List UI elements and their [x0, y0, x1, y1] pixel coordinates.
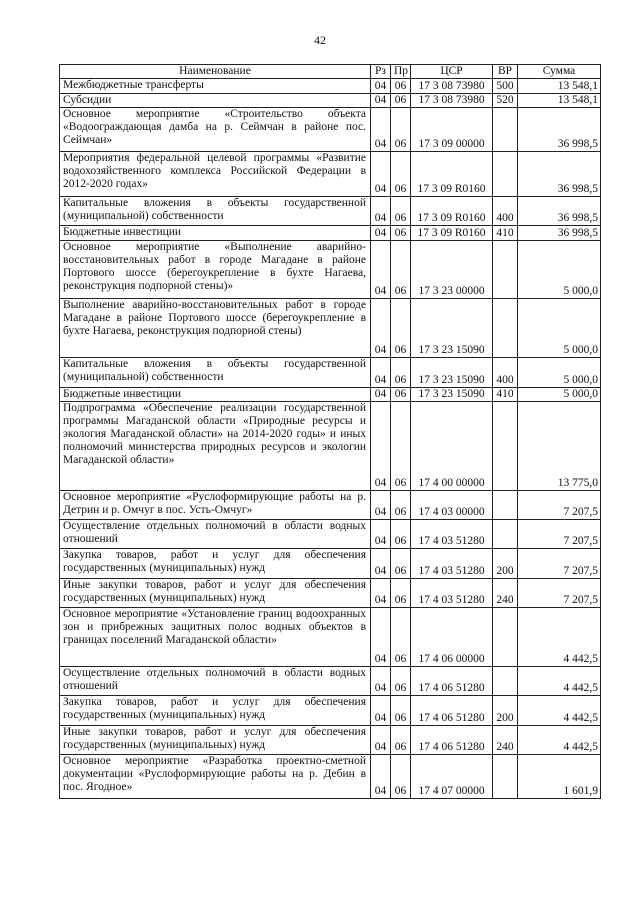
cell-sum: 4 442,5	[518, 725, 601, 754]
cell-sum: 4 442,5	[518, 608, 601, 667]
cell-name: Осуществление отдельных полномочий в области водных отношений	[60, 666, 371, 695]
header-row	[60, 65, 601, 79]
cell-pr: 06	[391, 79, 411, 94]
cell-rz: 04	[371, 549, 391, 578]
table-row	[60, 696, 601, 725]
cell-vr	[493, 755, 518, 799]
cell-vr: 500	[493, 79, 518, 94]
cell-vr: 240	[493, 725, 518, 754]
cell-sum: 13 548,1	[518, 79, 601, 94]
cell-csr: 17 3 09 R0160	[411, 196, 493, 225]
cell-sum: 7 207,5	[518, 578, 601, 607]
cell-rz: 04	[371, 578, 391, 607]
cell-csr: 17 4 06 51280	[411, 696, 493, 725]
cell-rz: 04	[371, 152, 391, 196]
cell-rz: 04	[371, 93, 391, 108]
table-row	[60, 225, 601, 240]
cell-rz: 04	[371, 240, 391, 299]
cell-csr: 17 4 00 00000	[411, 402, 493, 490]
cell-csr: 17 3 23 15090	[411, 358, 493, 387]
cell-csr: 17 3 09 R0160	[411, 225, 493, 240]
cell-sum: 5 000,0	[518, 358, 601, 387]
cell-csr: 17 4 03 51280	[411, 549, 493, 578]
table-header	[60, 65, 601, 79]
cell-rz: 04	[371, 225, 391, 240]
table-row	[60, 93, 601, 108]
cell-rz: 04	[371, 358, 391, 387]
cell-name: Иные закупки товаров, работ и услуг для обеспечения государственных (муниципальных) нужд	[60, 725, 371, 754]
header-pr: Пр	[391, 65, 411, 79]
cell-pr: 06	[391, 240, 411, 299]
cell-name: Межбюджетные трансферты	[60, 79, 371, 94]
cell-pr: 06	[391, 696, 411, 725]
cell-csr: 17 3 09 R0160	[411, 152, 493, 196]
cell-vr	[493, 490, 518, 519]
cell-csr: 17 3 23 15090	[411, 387, 493, 402]
cell-rz: 04	[371, 196, 391, 225]
table-row	[60, 549, 601, 578]
cell-rz: 04	[371, 725, 391, 754]
cell-name: Мероприятия федеральной целевой программы «Развитие водохозяйственного комплекса Российской Федерации в 2012-2020 годах»	[60, 152, 371, 196]
table-row	[60, 608, 601, 667]
cell-name: Бюджетные инвестиции	[60, 225, 371, 240]
table-row	[60, 402, 601, 490]
cell-name: Основное мероприятие «Разработка проектно-сметной документации «Руслоформирующие работы на р. Дебин в пос. Ягодное»	[60, 755, 371, 799]
cell-csr: 17 4 03 00000	[411, 490, 493, 519]
cell-pr: 06	[391, 225, 411, 240]
cell-vr: 410	[493, 387, 518, 402]
cell-pr: 06	[391, 196, 411, 225]
table-row	[60, 666, 601, 695]
cell-rz: 04	[371, 755, 391, 799]
cell-csr: 17 3 08 73980	[411, 79, 493, 94]
cell-csr: 17 3 23 00000	[411, 240, 493, 299]
cell-vr	[493, 152, 518, 196]
cell-vr	[493, 608, 518, 667]
cell-name: Подпрограмма «Обеспечение реализации государственной программы Магаданской области «Природные ресурсы и экология Магаданской области» на 2014-2020 годы» и иных полномочий министерства природных ресурсов и экологии Магаданской области»	[60, 402, 371, 490]
cell-name: Закупка товаров, работ и услуг для обеспечения государственных (муниципальных) нужд	[60, 549, 371, 578]
table-row	[60, 240, 601, 299]
cell-vr	[493, 666, 518, 695]
cell-vr: 410	[493, 225, 518, 240]
cell-name: Капитальные вложения в объекты государственной (муниципальной) собственности	[60, 196, 371, 225]
cell-sum: 7 207,5	[518, 490, 601, 519]
table-row	[60, 387, 601, 402]
cell-sum: 36 998,5	[518, 225, 601, 240]
cell-csr: 17 4 07 00000	[411, 755, 493, 799]
cell-vr: 400	[493, 196, 518, 225]
cell-pr: 06	[391, 108, 411, 152]
table-row	[60, 79, 601, 94]
cell-sum: 36 998,5	[518, 196, 601, 225]
cell-rz: 04	[371, 519, 391, 548]
cell-rz: 04	[371, 108, 391, 152]
cell-sum: 4 442,5	[518, 696, 601, 725]
cell-pr: 06	[391, 358, 411, 387]
cell-vr: 240	[493, 578, 518, 607]
cell-name: Выполнение аварийно-восстановительных работ в городе Магадане в районе Портового шоссе (берегоукрепление в бухте Нагаева, реконструкция подпорной стены)	[60, 299, 371, 358]
cell-sum: 13 548,1	[518, 93, 601, 108]
cell-vr	[493, 519, 518, 548]
cell-csr: 17 3 23 15090	[411, 299, 493, 358]
cell-pr: 06	[391, 152, 411, 196]
cell-csr: 17 4 06 00000	[411, 608, 493, 667]
cell-pr: 06	[391, 519, 411, 548]
cell-pr: 06	[391, 755, 411, 799]
table-row	[60, 152, 601, 196]
cell-rz: 04	[371, 490, 391, 519]
cell-csr: 17 4 03 51280	[411, 519, 493, 548]
cell-vr	[493, 299, 518, 358]
cell-csr: 17 3 08 73980	[411, 93, 493, 108]
cell-rz: 04	[371, 666, 391, 695]
cell-vr	[493, 240, 518, 299]
table-row	[60, 358, 601, 387]
table-row	[60, 519, 601, 548]
cell-name: Закупка товаров, работ и услуг для обеспечения государственных (муниципальных) нужд	[60, 696, 371, 725]
cell-vr: 520	[493, 93, 518, 108]
cell-sum: 1 601,9	[518, 755, 601, 799]
cell-name: Осуществление отдельных полномочий в области водных отношений	[60, 519, 371, 548]
cell-csr: 17 3 09 00000	[411, 108, 493, 152]
cell-name: Основное мероприятие «Руслоформирующие работы на р. Детрин и р. Омчуг в пос. Усть-Омчуг»	[60, 490, 371, 519]
table-row	[60, 490, 601, 519]
header-csr: ЦСР	[411, 65, 493, 79]
cell-rz: 04	[371, 608, 391, 667]
table-row	[60, 755, 601, 799]
cell-rz: 04	[371, 79, 391, 94]
cell-name: Капитальные вложения в объекты государственной (муниципальной) собственности	[60, 358, 371, 387]
cell-pr: 06	[391, 725, 411, 754]
cell-vr: 200	[493, 696, 518, 725]
table-row	[60, 725, 601, 754]
header-sum: Сумма	[518, 65, 601, 79]
cell-vr: 400	[493, 358, 518, 387]
cell-pr: 06	[391, 299, 411, 358]
cell-sum: 36 998,5	[518, 108, 601, 152]
cell-name: Основное мероприятие «Установление границ водоохранных зон и прибрежных защитных полос водных объектов в границах поселений Магаданской области»	[60, 608, 371, 667]
cell-pr: 06	[391, 402, 411, 490]
cell-vr: 200	[493, 549, 518, 578]
cell-csr: 17 4 03 51280	[411, 578, 493, 607]
cell-sum: 5 000,0	[518, 240, 601, 299]
cell-pr: 06	[391, 578, 411, 607]
cell-sum: 13 775,0	[518, 402, 601, 490]
cell-vr	[493, 402, 518, 490]
cell-rz: 04	[371, 696, 391, 725]
cell-sum: 5 000,0	[518, 387, 601, 402]
cell-pr: 06	[391, 387, 411, 402]
cell-rz: 04	[371, 402, 391, 490]
page-number: 42	[314, 33, 326, 47]
cell-name: Субсидии	[60, 93, 371, 108]
cell-sum: 5 000,0	[518, 299, 601, 358]
table-row	[60, 108, 601, 152]
header-rz: Рз	[371, 65, 391, 79]
header-vr: ВР	[493, 65, 518, 79]
cell-sum: 4 442,5	[518, 666, 601, 695]
header-name: Наименование	[60, 65, 371, 79]
cell-sum: 7 207,5	[518, 549, 601, 578]
cell-pr: 06	[391, 490, 411, 519]
cell-vr	[493, 108, 518, 152]
table-row	[60, 578, 601, 607]
cell-pr: 06	[391, 549, 411, 578]
cell-name: Иные закупки товаров, работ и услуг для обеспечения государственных (муниципальных) нужд	[60, 578, 371, 607]
budget-table	[59, 64, 601, 799]
cell-sum: 7 207,5	[518, 519, 601, 548]
cell-name: Основное мероприятие «Выполнение аварийно-восстановительных работ в городе Магадане в районе Портового шоссе (берегоукрепление в бухте Нагаева, реконструкция подпорной стены)»	[60, 240, 371, 299]
table-row	[60, 196, 601, 225]
cell-pr: 06	[391, 608, 411, 667]
cell-name: Основное мероприятие «Строительство объекта «Водоограждающая дамба на р. Сеймчан в районе пос. Сеймчан»	[60, 108, 371, 152]
cell-sum: 36 998,5	[518, 152, 601, 196]
cell-rz: 04	[371, 299, 391, 358]
cell-pr: 06	[391, 666, 411, 695]
table-row	[60, 299, 601, 358]
cell-name: Бюджетные инвестиции	[60, 387, 371, 402]
cell-csr: 17 4 06 51280	[411, 725, 493, 754]
cell-rz: 04	[371, 387, 391, 402]
cell-pr: 06	[391, 93, 411, 108]
table-body	[60, 79, 601, 799]
cell-csr: 17 4 06 51280	[411, 666, 493, 695]
